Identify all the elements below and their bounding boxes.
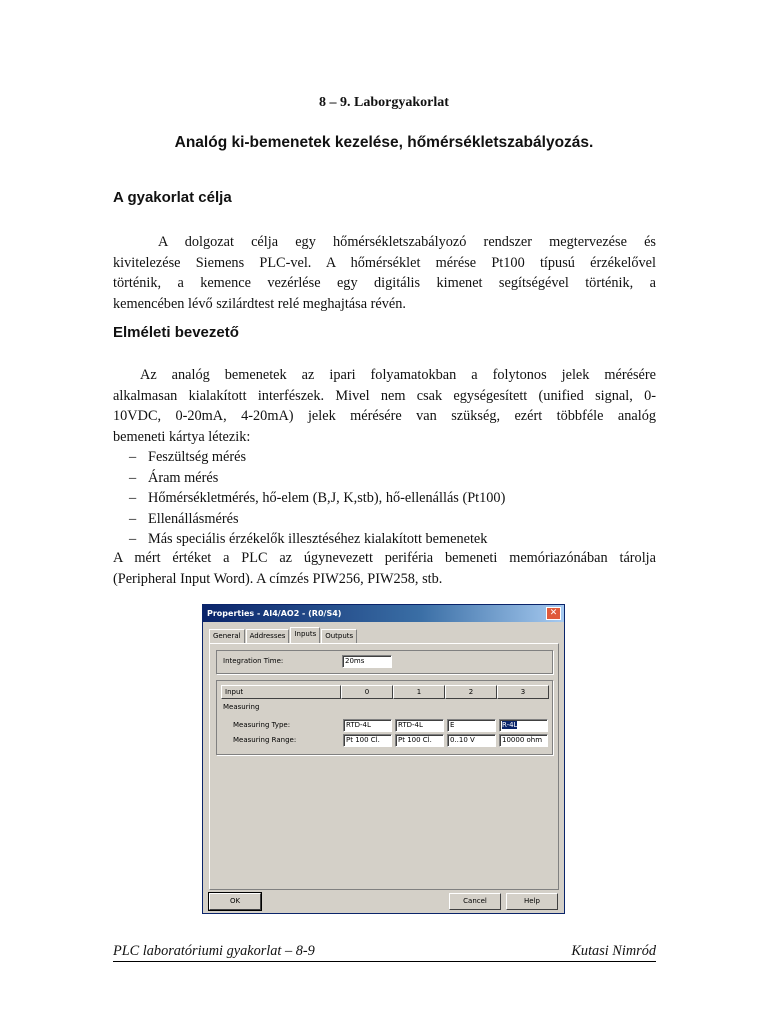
column-header: 2 [445, 685, 497, 699]
section-heading-theory: Elméleti bevezető [113, 324, 239, 341]
section-heading-goal: A gyakorlat célja [113, 189, 232, 206]
inputs-panel [209, 643, 559, 890]
page-footer [113, 943, 656, 962]
measuring-range-field[interactable]: 0..10 V [447, 734, 496, 747]
page-subtitle: Analóg ki-bemenetek kezelése, hőmérsékletszabályozás. [174, 134, 594, 151]
paragraph-line: A dolgozat célja egy hőmérsékletszabályozó rendszer megtervezése és [158, 234, 656, 250]
dialog-titlebar [203, 605, 564, 622]
paragraph-line: Az analóg bemenetek az ipari folyamatokban a folytonos jelek mérésére [140, 367, 656, 383]
measuring-group [216, 680, 553, 755]
list-item: – Feszültség mérés [129, 449, 247, 465]
footer-course: PLC laboratóriumi gyakorlat – 8-9 [113, 943, 315, 959]
measuring-range-field[interactable]: Pt 100 Cl. [395, 734, 444, 747]
cancel-button[interactable]: Cancel [449, 893, 501, 910]
footer-author: Kutasi Nimród [571, 943, 656, 959]
list-item: – Más speciális érzékelők illesztéséhez kialakított bemenetek [129, 531, 488, 547]
measuring-label: Measuring [223, 703, 260, 711]
ok-button[interactable]: OK [209, 893, 261, 910]
paragraph-line: A mért értéket a PLC az úgynevezett periféria bemeneti memóriazónában tárolja [113, 550, 656, 566]
properties-dialog [202, 604, 565, 914]
measuring-type-field[interactable]: RTD-4L [343, 719, 392, 732]
paragraph-line: kemencében lévő szilárdtest relé meghajtása révén. [113, 295, 406, 312]
column-header: 0 [341, 685, 393, 699]
paragraph-line: 10VDC, 0-20mA, 4-20mA) jelek mérésére van szükség, ezért többféle analóg [113, 408, 656, 424]
tab-general[interactable]: General [209, 629, 245, 643]
measuring-type-field-selected[interactable]: R-4L [499, 719, 548, 732]
tab-addresses[interactable]: Addresses [246, 629, 290, 643]
list-item: – Hőmérsékletmérés, hő-elem (B,J, K,stb), hő-ellenállás (Pt100) [129, 490, 506, 506]
column-header: 1 [393, 685, 445, 699]
column-header: 3 [497, 685, 549, 699]
integration-label: Integration Time: [223, 657, 284, 665]
integration-group [216, 650, 553, 674]
measuring-range-field[interactable]: Pt 100 Cl. [343, 734, 392, 747]
measuring-range-label: Measuring Range: [233, 736, 297, 744]
input-header: Input [221, 685, 341, 699]
measuring-type-field[interactable]: RTD-4L [395, 719, 444, 732]
close-icon[interactable]: ✕ [546, 607, 561, 620]
goal-paragraph [113, 232, 656, 314]
tab-inputs[interactable]: Inputs [290, 627, 320, 643]
measuring-range-field[interactable]: 10000 ohm [499, 734, 548, 747]
integration-time-field[interactable]: 20ms [342, 655, 392, 668]
paragraph-line: bemeneti kártya létezik: [113, 428, 251, 445]
paragraph-line: kivitelezése Siemens PLC-vel. A hőmérséklet mérése Pt100 típusú érzékelővel [113, 254, 656, 271]
measuring-type-label: Measuring Type: [233, 721, 291, 729]
dialog-title: Properties - AI4/AO2 - (R0/S4) [207, 609, 342, 618]
dialog-tabs [209, 629, 358, 643]
paragraph-line: alkalmasan kialakított interfészek. Mivel nem csak egységesített (unified signal, 0- [113, 387, 656, 404]
theory-paragraph [113, 365, 656, 447]
input-types-list [113, 447, 656, 550]
measuring-type-field[interactable]: E [447, 719, 496, 732]
list-item: – Áram mérés [129, 469, 219, 486]
help-button[interactable]: Help [506, 893, 558, 910]
tab-outputs[interactable]: Outputs [321, 629, 357, 643]
paragraph-line: történik, a kemence vezérlése egy digitális kimenet segítségével történik, a [113, 275, 656, 291]
list-item: – Ellenállásmérés [129, 510, 239, 527]
storage-paragraph [113, 548, 656, 589]
page-title: 8 – 9. Laborgyakorlat [319, 95, 449, 110]
paragraph-line: (Peripheral Input Word). A címzés PIW256, PIW258, stb. [113, 570, 443, 587]
